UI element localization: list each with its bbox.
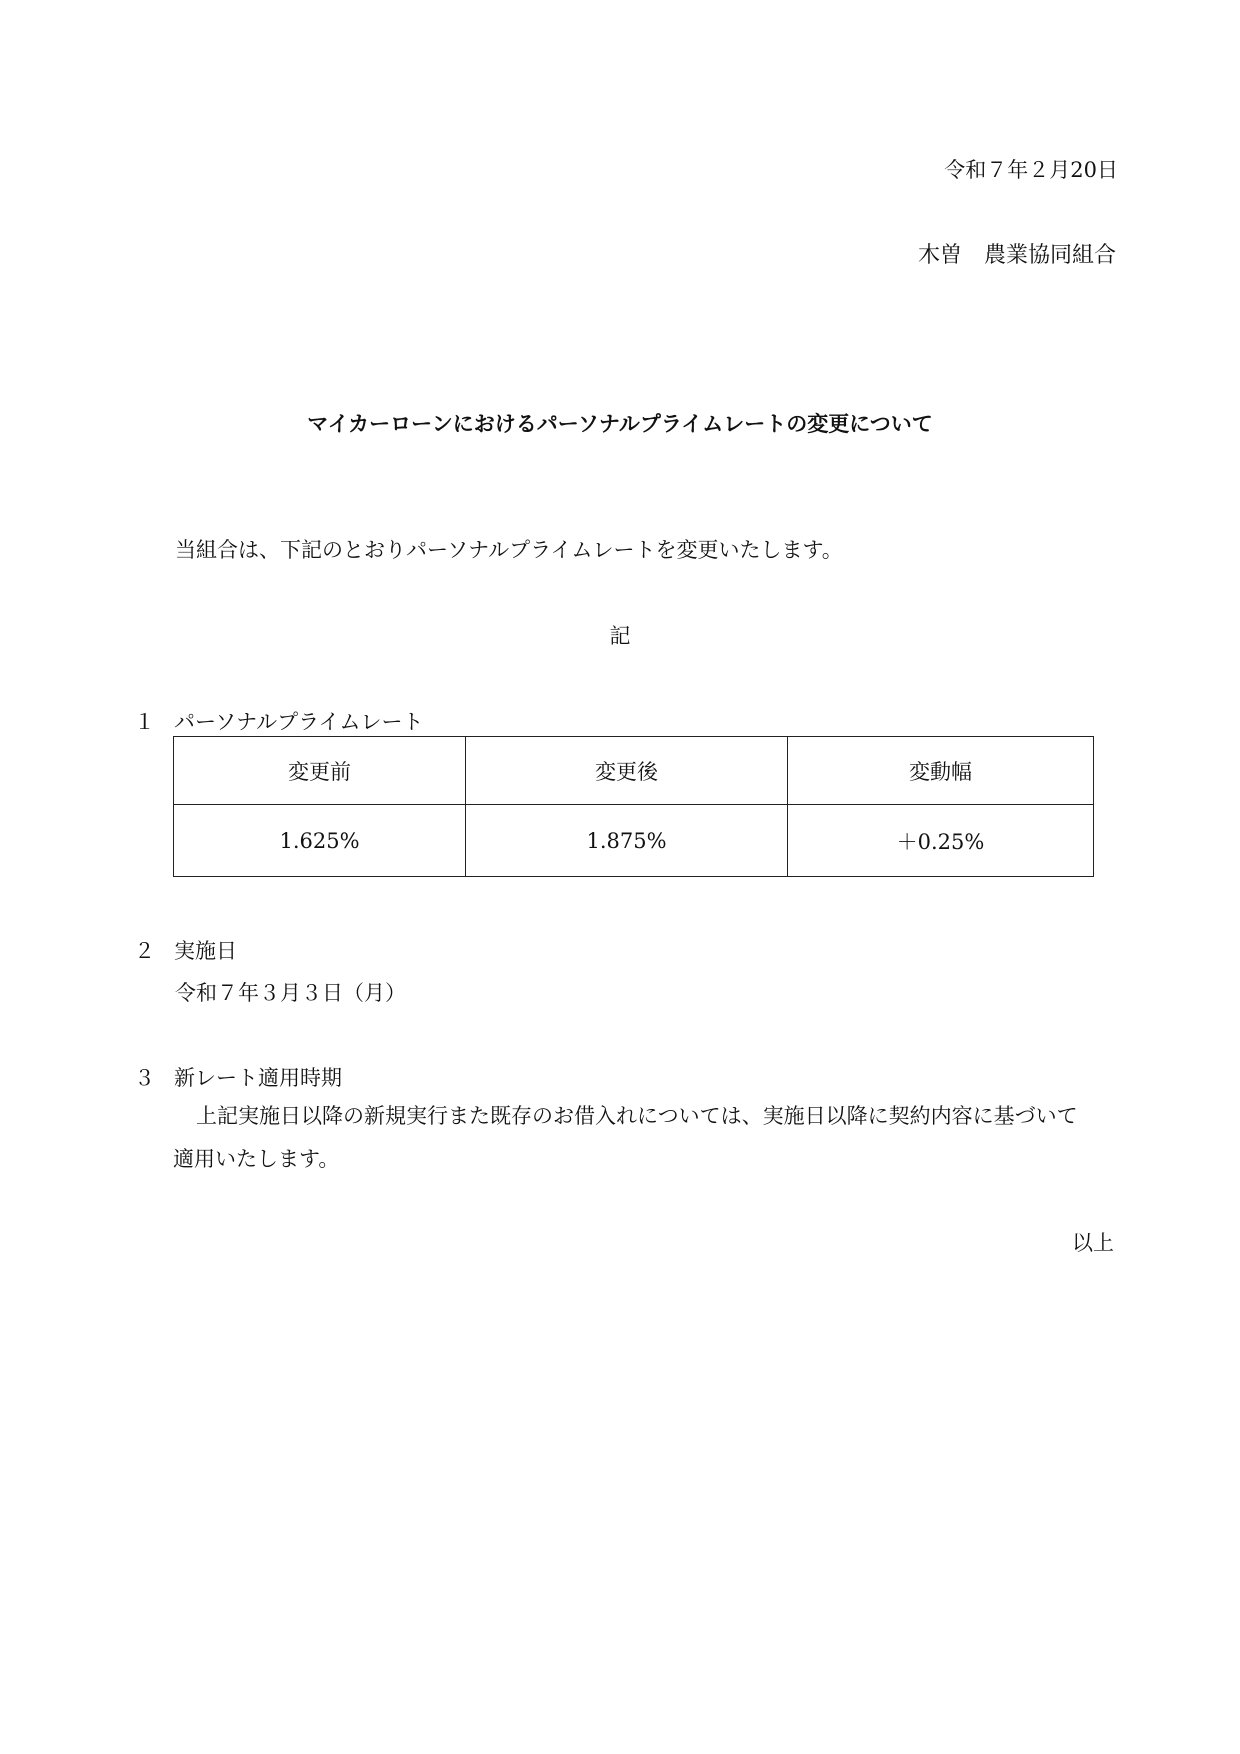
value-after: 1.875%	[466, 805, 788, 877]
header-before: 変更前	[174, 737, 466, 805]
section-2-number: ２	[134, 939, 155, 963]
section-3-body-line-1: 上記実施日以降の新規実行また既存のお借入れについては、実施日以降に契約内容に基づいて	[196, 1104, 1078, 1128]
rate-table	[173, 736, 1094, 877]
document-date: 令和７年２月20日	[944, 158, 1118, 182]
section-2-title: 実施日	[174, 939, 237, 963]
intro-paragraph: 当組合は、下記のとおりパーソナルプライムレートを変更いたします。	[175, 538, 843, 562]
closing-mark: 以上	[1072, 1231, 1114, 1255]
section-2-body: 令和７年３月３日（月）	[175, 981, 406, 1005]
section-3-body-line-2: 適用いたします。	[173, 1147, 340, 1171]
rate-table-value-row	[174, 805, 1094, 877]
section-3-number: ３	[134, 1066, 155, 1090]
value-before: 1.625%	[174, 805, 466, 877]
section-1-number: １	[134, 710, 155, 734]
ki-heading: 記	[609, 624, 631, 648]
document-title: マイカーローンにおけるパーソナルプライムレートの変更について	[307, 412, 933, 436]
value-change: ＋0.25%	[788, 805, 1094, 877]
header-after: 変更後	[466, 737, 788, 805]
rate-table-header-row	[174, 737, 1094, 805]
section-3-title: 新レート適用時期	[174, 1066, 342, 1090]
header-change: 変動幅	[788, 737, 1094, 805]
issuer-organization: 木曽 農業協同組合	[917, 243, 1116, 268]
section-1-title: パーソナルプライムレート	[174, 710, 424, 734]
